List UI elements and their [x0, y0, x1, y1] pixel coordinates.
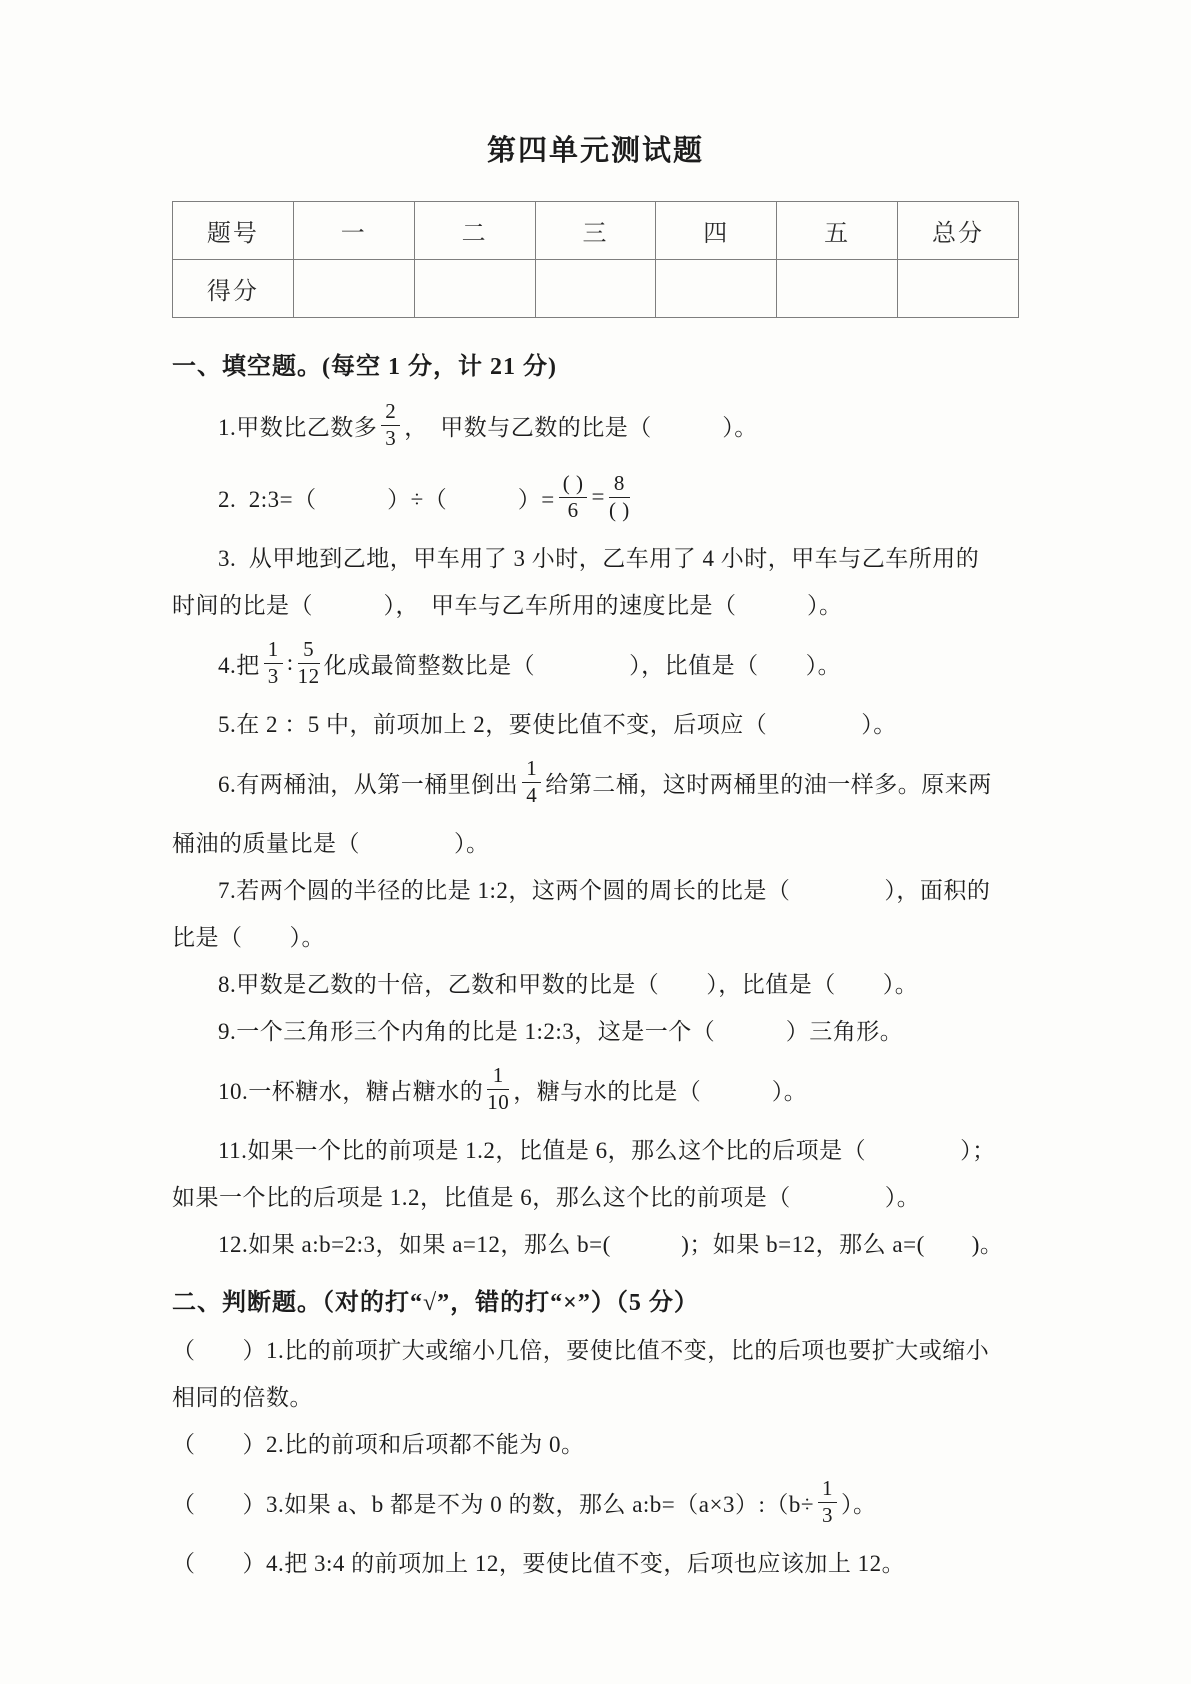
question-text: （ ）2.比的前项和后项都不能为 0。	[172, 1432, 585, 1457]
score-table-empty-score-cell	[777, 260, 898, 318]
question-text: 化成最简整数比是（ ），比值是（ ）。	[323, 652, 842, 678]
fraction-numerator: 5	[298, 638, 320, 664]
question-text: :	[286, 650, 294, 675]
sections-container	[172, 346, 1019, 1585]
question-1-6-line	[172, 746, 1019, 818]
score-table-empty-score-cell	[656, 260, 777, 318]
question-1-1-line	[172, 389, 1019, 461]
score-table-header-row	[173, 202, 1019, 260]
question-text: 6.有两桶油，从第一桶里倒出	[218, 771, 519, 797]
fraction	[609, 472, 630, 522]
question-text: （ ）1.比的前项扩大或缩小几倍，要使比值不变，比的后项也要扩大或缩小	[172, 1338, 990, 1363]
fraction	[264, 638, 283, 688]
question-text: =	[591, 484, 605, 509]
score-table-header-cell: 四	[656, 202, 777, 260]
question-1-4-line	[172, 627, 1019, 699]
score-table-label-cell: 得分	[173, 260, 294, 318]
question-text: ）。	[840, 1491, 877, 1517]
fraction-denominator: 6	[567, 497, 579, 522]
fraction	[522, 757, 541, 807]
question-text: ，糖与水的比是（ ）。	[513, 1078, 808, 1104]
fraction-numerator: 1	[264, 638, 283, 664]
fraction-numerator: 2	[381, 400, 400, 426]
fraction	[381, 400, 400, 450]
question-text: 7.若两个圆的半径的比是 1:2，这两个圆的周长的比是（ ），面积的	[218, 878, 991, 903]
question-text: 1.甲数比乙数多	[218, 414, 378, 440]
score-table-header-cell: 五	[777, 202, 898, 260]
question-text: （ ）4.把 3:4 的前项加上 12，要使比值不变，后项也应该加上 12。	[172, 1551, 906, 1576]
question-text: 桶油的质量比是（ ）。	[172, 831, 490, 856]
score-table	[172, 201, 1019, 318]
question-text: 时间的比是（ ）， 甲车与乙车所用的速度比是（ ）。	[172, 593, 843, 618]
fraction-numerator: 1	[522, 757, 541, 783]
question-2-1-line	[172, 1325, 1019, 1372]
fraction-denominator: 4	[526, 782, 538, 807]
question-text: 3. 从甲地到乙地，甲车用了 3 小时，乙车用了 4 小时，甲车与乙车所用的	[218, 546, 980, 571]
fraction-numerator: ( )	[559, 472, 588, 498]
fraction	[487, 1064, 509, 1114]
question-text: 如果一个比的后项是 1.2，比值是 6，那么这个比的前项是（ ）。	[172, 1185, 921, 1210]
question-text: 给第二桶，这时两桶里的油一样多。原来两	[545, 771, 992, 797]
question-1-3-line	[172, 533, 1019, 580]
fraction-denominator: 3	[385, 425, 397, 450]
question-text: 相同的倍数。	[172, 1385, 313, 1410]
score-table-header-cell: 一	[293, 202, 414, 260]
score-table-empty-score-cell	[293, 260, 414, 318]
question-text: 5.在 2 ：5 中，前项加上 2，要使比值不变，后项应（ ）。	[218, 712, 897, 737]
score-table-header-cell: 三	[535, 202, 656, 260]
question-text: 11.如果一个比的前项是 1.2，比值是 6，那么这个比的后项是（ ）；	[218, 1138, 996, 1163]
question-1-7-line	[172, 912, 1019, 959]
fraction-denominator: 10	[487, 1089, 510, 1114]
fraction-numerator: 1	[818, 1477, 837, 1503]
question-text: 10.一杯糖水，糖占糖水的	[218, 1078, 484, 1104]
fraction-numerator: 8	[609, 472, 630, 498]
question-text: 9.一个三角形三个内角的比是 1:2:3，这是一个（ ）三角形。	[218, 1019, 904, 1044]
score-table-empty-score-cell	[535, 260, 656, 318]
question-1-6-line	[172, 818, 1019, 865]
section-2-questions	[172, 1325, 1019, 1585]
fraction	[818, 1477, 837, 1527]
question-2-1-line	[172, 1372, 1019, 1419]
score-table-empty-score-cell	[898, 260, 1019, 318]
fraction	[559, 472, 588, 522]
score-table-label-cell: 题号	[173, 202, 294, 260]
question-1-3-line	[172, 580, 1019, 627]
question-1-7-line	[172, 865, 1019, 912]
question-text: ， 甲数与乙数的比是（ ）。	[404, 414, 758, 440]
question-1-8-line	[172, 959, 1019, 1006]
fraction-numerator: 1	[487, 1064, 509, 1090]
question-1-9-line	[172, 1006, 1019, 1053]
question-1-2-line	[172, 461, 1019, 533]
question-1-11-line	[172, 1172, 1019, 1219]
question-2-2-line	[172, 1419, 1019, 1466]
page-title: 第四单元测试题	[486, 135, 704, 167]
question-text: （ ）3.如果 a、b 都是不为 0 的数，那么 a:b=（a×3）:（b÷	[172, 1491, 814, 1517]
question-1-10-line	[172, 1053, 1019, 1125]
question-2-3-line	[172, 1466, 1019, 1538]
question-text: 比是（ ）。	[172, 925, 325, 950]
score-table-header-cell: 总分	[898, 202, 1019, 260]
question-text: 8.甲数是乙数的十倍，乙数和甲数的比是（ ），比值是（ ）。	[218, 972, 919, 997]
fraction-denominator: ( )	[608, 497, 630, 522]
fraction-denominator: 12	[297, 663, 320, 688]
question-1-12-line	[172, 1219, 1019, 1266]
fraction-denominator: 3	[821, 1502, 833, 1527]
question-text: 2. 2:3=（ ）÷（ ）=	[218, 486, 555, 512]
fraction-denominator: 3	[267, 663, 279, 688]
question-text: 4.把	[218, 652, 260, 678]
section-1-heading: 一、填空题。(每空 1 分，计 21 分)	[172, 354, 557, 380]
question-2-4-line	[172, 1538, 1019, 1585]
section-1-questions	[172, 389, 1019, 1266]
question-1-11-line	[172, 1125, 1019, 1172]
question-1-5-line	[172, 699, 1019, 746]
score-table-empty-score-cell	[414, 260, 535, 318]
fraction	[298, 638, 320, 688]
section-2-heading: 二、判断题。（对的打“√”，错的打“×”）（5 分）	[172, 1290, 699, 1316]
score-table-score-row	[173, 260, 1019, 318]
question-text: 12.如果 a:b=2:3，如果 a=12，那么 b=( )；如果 b=12，那么 a=( )。	[218, 1232, 1004, 1257]
score-table-header-cell: 二	[414, 202, 535, 260]
